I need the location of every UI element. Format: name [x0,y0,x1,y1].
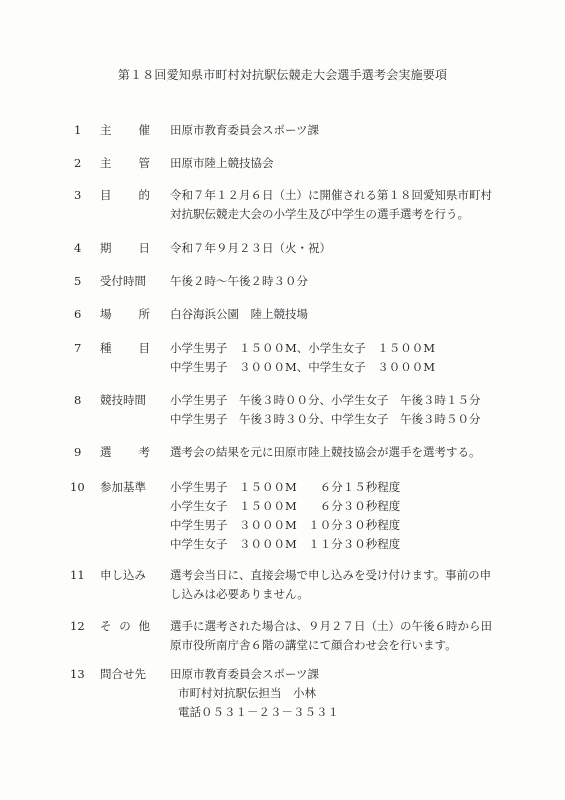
contact-phone: 電話０５３１－２３－３５３１ [178,705,339,719]
item-label: 主 管 [100,156,150,170]
contact-department: 田原市教育委員会スポーツ課 [170,667,320,681]
item-line: 田原市教育委員会スポーツ課 [170,123,320,137]
item-line: 令和７年１２月６日（土）に開催される第１８回愛知県市町村 [170,188,492,202]
item-line: 選考会当日に、直接会場で申し込みを受け付けます。事前の申 [170,568,492,582]
item-line: 白谷海浜公園 陸上競技場 [170,307,308,321]
item-line: 選考会の結果を元に田原市陸上競技協会が選手を選考する。 [170,445,481,459]
contact-person: 市町村対抗駅伝担当 小林 [178,686,316,700]
item-content [170,617,495,655]
item-number: 3 [74,188,82,202]
item-content [170,665,495,722]
item-number: 4 [74,241,82,255]
item-content [170,186,495,224]
item-content [170,154,495,173]
item-label: 場 所 [100,307,150,321]
item-line: 田原市陸上競技協会 [170,156,274,170]
item-content [170,239,495,258]
item-line: 中学生女子 ３０００M １１分３０秒程度 [170,537,401,551]
item-label: 期 日 [100,241,150,255]
item-number: 8 [74,393,82,407]
item-number: 5 [74,274,82,288]
item-label: 受付時間 [100,274,146,288]
item-line: 午後２時～午後２時３０分 [170,274,308,288]
item-number: 6 [74,307,82,321]
item-line: 原市役所南庁舎６階の講堂にて顔合わせ会を行います。 [170,638,457,652]
item-label: 申し込み [100,568,146,582]
item-line: 対抗駅伝競走大会の小学生及び中学生の選手選考を行う。 [170,207,469,221]
item-label: そ の 他 [100,619,150,633]
item-line: し込みは必要ありません。 [170,587,309,601]
item-content [170,339,495,377]
item-content [170,272,495,291]
item-label: 問合せ先 [100,667,146,681]
item-content [170,566,495,604]
item-line: 中学生男子 ３０００M １０分３０秒程度 [170,518,401,532]
item-number: 7 [74,341,82,355]
item-line: 中学生男子 午後３時３０分、中学生女子 午後３時５０分 [170,412,481,426]
item-content [170,478,495,554]
item-line: 中学生男子 ３０００M、中学生女子 ３０００M [170,360,436,374]
item-line: 小学生男子 １５００M、小学生女子 １５００M [170,341,436,355]
item-line: 小学生女子 １５００M ６分３０秒程度 [170,499,401,513]
item-label: 主 催 [100,123,150,137]
item-content [170,391,495,429]
item-label: 競技時間 [100,393,146,407]
item-number: 12 [70,619,85,633]
item-number: 9 [74,445,82,459]
item-number: 2 [74,156,82,170]
item-label: 選 考 [100,445,150,459]
item-content [170,305,495,324]
item-content [170,121,495,140]
item-line: 小学生男子 １５００M ６分１５秒程度 [170,480,401,494]
item-number: 13 [70,667,85,681]
item-label: 種 目 [100,341,150,355]
item-content [170,443,495,462]
document-title: 第１８回愛知県市町村対抗駅伝競走大会選手選考会実施要項 [117,68,448,82]
item-number: 10 [70,480,85,494]
item-line: 小学生男子 午後３時００分、小学生女子 午後３時１５分 [170,393,481,407]
item-label: 目 的 [100,188,150,202]
item-number: 1 [74,123,82,137]
item-line: 令和７年９月２３日（火・祝） [170,241,331,255]
item-label: 参加基準 [100,480,146,494]
item-line: 選手に選考された場合は、９月２７日（土）の午後６時から田 [170,619,492,633]
item-number: 11 [70,568,85,582]
